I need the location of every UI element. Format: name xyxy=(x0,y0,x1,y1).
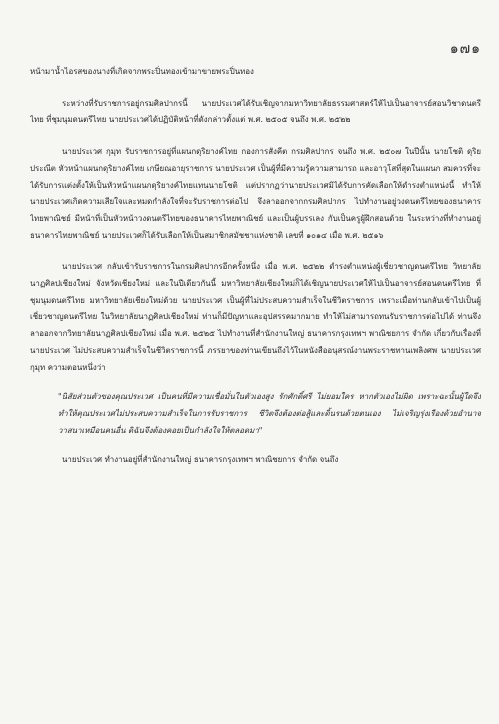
paragraph-final: นายประเวศ ทำงานอยู่ที่สำนักงานใหญ่ ธนาคารกรุงเทพฯ พาณิชยการ จำกัด จนถึง xyxy=(62,455,339,465)
paragraph-return: นายประเวศ กลับเข้ารับราชการในกรมศิลปากรอีกครั้งหนึ่ง เมื่อ พ.ศ. ๒๕๒๒ ดำรงตำแหน่งผู้เชี่ยวชาญดนตรีไทย วิทยาลัยนาฏศิลปเชียงใหม่ จังหวัดเชียงใหม่ และในปีเดียวกันนี้ มหาวิทยาลัยเชียงใหม่ก็ได้เชิญนายประเวศให้ไปเป็นอาจารย์สอนดนตรีไทย ที่ชุมนุมดนตรีไทย มหาวิทยาลัยเชียงใหม่ด้วย นายประเวศ เป็นผู้ที่ไม่ประสบความสำเร็จในชีวิตราชการ เพราะเมื่อท่านกลับเข้าไปเป็นผู้เชี่ยวชาญดนตรีไทย ในวิทยาลัยนาฏศิลปเชียงใหม่ ท่านก็มีปัญหาและอุปสรรคมากมาย ทำให้ไม่สามารถทนรับราชการต่อไปได้ ท่านจึงลาออกจากวิทยาลัยนาฏศิลปเชียงใหม่ เมื่อ พ.ศ. ๒๕๒๕ ไปทำงานที่สำนักงานใหญ่ ธนาคารกรุงเทพฯ พาณิชยการ จำกัด เกี่ยวกับเรื่องที่นายประเวศ ไม่ประสบความสำเร็จในชีวิตราชการนี้ ภรรยาของท่านเขียนถึงไว้ในหนังสืออนุสรณ์งานพระราชทานเพลิงศพ นายประเวศ กุมุท ความตอนหนึ่งว่า xyxy=(30,262,481,372)
paragraph-career: นายประเวศ กุมุท รับราชการอยู่ที่แผนกดุริยางค์ไทย กองการสังคีต กรมศิลปากร จนถึง พ.ศ. ๒๕๐๗ ในปีนั้น นายโชติ ดุริยประณีต หัวหน้าแผนกดุริยางค์ไทย เกษียณอายุราชการ นายประเวศ เป็นผู้ที่มีความรู้ความสามารถ และอาวุโสที่สุดในแผนก สมควรที่จะได้รับการแต่งตั้งให้เป็นหัวหน้าแผนกดุริยางค์ไทยแทนนายโชติ แต่ปรากฏว่านายประเวศมิได้รับการคัดเลือกให้ดำรงตำแหน่งนี้ ทำให้นายประเวศเกิดความเสียใจและหมดกำลังใจที่จะรับราชการต่อไป จึงลาออกจากกรมศิลปากร ไปทำงานอยู่วงดนตรีไทยของธนาคารไทยพาณิชย์ มีหน้าที่เป็นหัวหน้าวงดนตรีไทยของธนาคารไทยพาณิชย์ และเป็นผู้บรรเลง กับเป็นครูผู้ฝึกสอนด้วย ในระหว่างที่ทำงานอยู่ธนาคารไทยพาณิชย์ นายประเวศก็ได้รับเลือกให้เป็นสมาชิกสมัชชาแห่งชาติ เลขที่ ๑๐๑๔ เมื่อ พ.ศ. ๒๕๑๖ xyxy=(30,147,481,240)
paragraph-lecturer: ระหว่างที่รับราชการอยู่กรมศิลปากรนี้ นายประเวศได้รับเชิญจากมหาวิทยาลัยธรรมศาสตร์ให้ไปเป็นอาจารย์สอนวิชาดนตรีไทย ที่ชุมนุมดนตรีไทย นายประเวศได้ปฏิบัติหน้าที่ดังกล่าวตั้งแต่ พ.ศ. ๒๕๐๕ จนถึง พ.ศ. ๒๕๒๒ xyxy=(30,98,481,125)
page-number: ๑๗๑ xyxy=(449,41,481,57)
document-body xyxy=(30,64,481,469)
quote-paragraph: "นิสัยส่วนตัวของคุณประเวศ เป็นคนที่มีความเชื่อมั่นในตัวเองสูง รักศักดิ์ศรี ไม่ยอมใคร หากตัวเองไม่ผิด เพราะฉะนั้นผู้ใดจึงทำให้คุณประเวศไม่ประสบความสำเร็จในการรับราชการ ชีวิตจึงต้องต่อสู้และดิ้นรนด้วยตนเอง ไม่เจริญรุ่งเรืองด้วยอำนาจวาสนาเหมือนคนอื่น ดิฉันจึงต้องคอยเป็นกำลังใจให้ตลอดมา" xyxy=(58,392,481,435)
paragraph-continuation: หน้ามาน้ำไอรสของนางที่เกิดจากพระปิ่นทองเข้ามาขายพระปิ่นทอง xyxy=(30,67,254,76)
